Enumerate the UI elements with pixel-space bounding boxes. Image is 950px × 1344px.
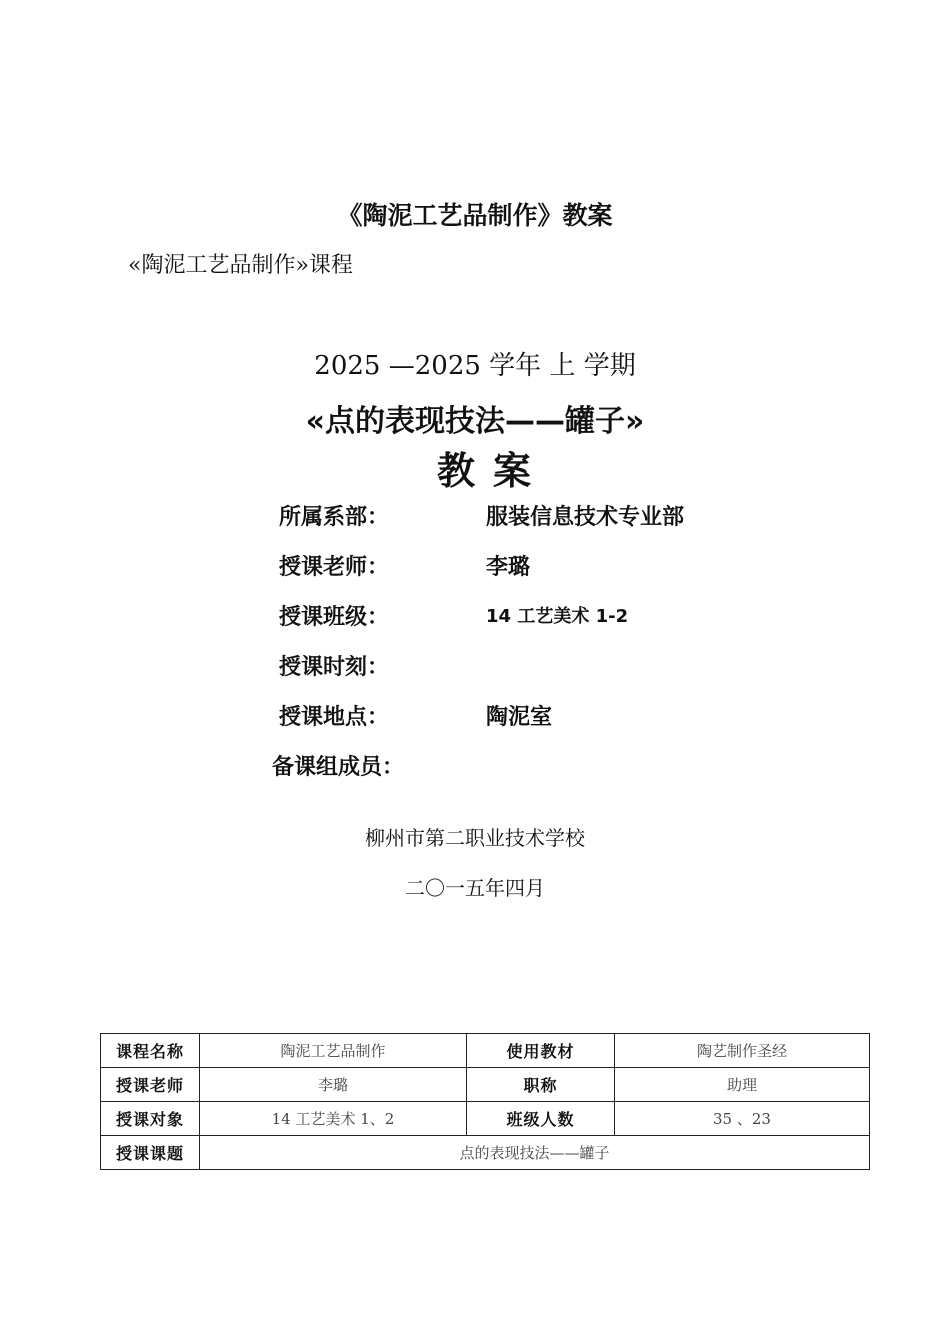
lesson-title: «点的表现技法——罐子» <box>305 404 645 439</box>
info-label-time: 授课时刻： <box>279 655 390 680</box>
table-cell: 14 工艺美术 1、2 <box>200 1102 467 1136</box>
table-row <box>101 1136 870 1170</box>
table-cell: 陶泥工艺品制作 <box>200 1034 467 1068</box>
table-cell: 陶艺制作圣经 <box>615 1034 870 1068</box>
info-value-teacher: 李璐 <box>486 555 531 580</box>
info-label-teacher: 授课老师： <box>279 555 390 580</box>
info-value-class: 14 工艺美术 1-2 <box>486 606 629 627</box>
table-row <box>101 1068 870 1102</box>
table-cell-header: 课程名称 <box>101 1034 200 1068</box>
table-cell-header: 授课课题 <box>101 1136 200 1170</box>
info-label-location: 授课地点： <box>279 705 390 730</box>
table-cell-header: 授课老师 <box>101 1068 200 1102</box>
table-cell-header: 授课对象 <box>101 1102 200 1136</box>
table-cell: 35 、23 <box>615 1102 870 1136</box>
table-cell-header: 职称 <box>467 1068 615 1102</box>
term-line: 2025 —2025 学年 上 学期 <box>314 351 636 381</box>
info-value-department: 服装信息技术专业部 <box>486 505 685 530</box>
table-cell-header: 使用教材 <box>467 1034 615 1068</box>
info-label-department: 所属系部： <box>279 505 390 530</box>
info-label-class: 授课班级： <box>279 605 390 630</box>
table-cell: 助理 <box>615 1068 870 1102</box>
table-cell-topic: 点的表现技法——罐子 <box>200 1136 870 1170</box>
table-row <box>101 1102 870 1136</box>
document-title: 《陶泥工艺品制作》教案 <box>337 201 613 230</box>
table-row <box>101 1034 870 1068</box>
document-date: 二〇一五年四月 <box>405 876 545 900</box>
plan-heading: 教案 <box>436 449 549 493</box>
course-line: «陶泥工艺品制作»课程 <box>128 253 353 278</box>
school-name: 柳州市第二职业技术学校 <box>365 826 585 850</box>
table-cell: 李璐 <box>200 1068 467 1102</box>
info-value-location: 陶泥室 <box>486 705 553 730</box>
course-info-table <box>100 1033 870 1170</box>
table-cell-header: 班级人数 <box>467 1102 615 1136</box>
info-label-group-members: 备课组成员： <box>272 755 405 780</box>
